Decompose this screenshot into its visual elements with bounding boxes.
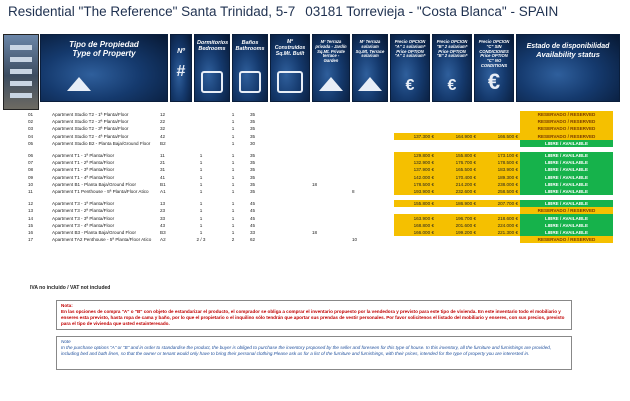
terrace-sqm bbox=[310, 133, 350, 140]
header-availability bbox=[516, 34, 620, 102]
unit-code: B2 bbox=[160, 140, 166, 146]
table-row bbox=[26, 166, 613, 173]
unit-number: 13 bbox=[28, 208, 34, 214]
unit-number: 16 bbox=[28, 229, 34, 235]
price-option-c: 166.500 € bbox=[478, 133, 520, 140]
bedrooms: 2 / 3 bbox=[196, 237, 206, 243]
availability-status: RESERVADO / RESERVED bbox=[520, 133, 613, 140]
sqm-built: 35 bbox=[250, 133, 256, 139]
terrace-icon bbox=[319, 77, 343, 91]
price-option-a bbox=[394, 118, 436, 125]
terrace-sqm bbox=[310, 140, 350, 147]
bedrooms bbox=[184, 125, 218, 132]
bedrooms bbox=[184, 140, 218, 147]
bedrooms: 1 bbox=[199, 215, 203, 221]
unit-number: 14 bbox=[28, 215, 34, 221]
price-option-c bbox=[478, 111, 520, 118]
solarium-sqm bbox=[350, 174, 394, 181]
table-row bbox=[26, 200, 613, 207]
header-label-en: Sq.Mt. Built bbox=[275, 50, 305, 57]
unit-code: 22 bbox=[160, 119, 166, 125]
bedrooms bbox=[184, 133, 218, 140]
title-address: Residential "The Reference" Santa Trinidad, 5-7 bbox=[8, 4, 296, 19]
availability-status: LIBRE / AVAILABLE bbox=[520, 166, 613, 173]
unit-code: A1 bbox=[160, 188, 166, 194]
price-option-a bbox=[394, 236, 436, 243]
header-label-en: Sq.Mt. Terrace solarium bbox=[355, 48, 385, 59]
price-option-c bbox=[478, 236, 520, 243]
availability-status: LIBRE / AVAILABLE bbox=[520, 152, 613, 159]
header-label-en: Sq.Mt. Private terrace - Garden bbox=[317, 48, 345, 64]
unit-description: Apartment T3 - 2ª Planta/Floor bbox=[52, 208, 115, 214]
euro-icon: € bbox=[487, 69, 501, 94]
terrace-sqm bbox=[310, 166, 350, 173]
header-label-en: Bedrooms bbox=[198, 46, 226, 53]
header-sqm-built bbox=[270, 34, 310, 102]
unit-description: Apartment Studio B2 - Planta Baja/Ground Floor bbox=[52, 140, 151, 146]
availability-status: RESERVADO / RESERVED bbox=[520, 118, 613, 125]
bathrooms: 1 bbox=[231, 174, 235, 180]
bathrooms: 1 bbox=[231, 126, 235, 132]
terrace-sqm bbox=[310, 152, 350, 159]
availability-status: LIBRE / AVAILABLE bbox=[520, 159, 613, 166]
unit-number: 02 bbox=[28, 119, 34, 125]
bathrooms: 1 bbox=[231, 215, 235, 221]
availability-status: RESERVADO / RESERVED bbox=[520, 236, 613, 243]
price-option-b: 155.800 € bbox=[436, 152, 478, 159]
terrace-sqm bbox=[310, 188, 350, 195]
table-row bbox=[26, 188, 613, 195]
price-option-c: 221.300 € bbox=[478, 229, 520, 236]
price-option-c: 238.000 € bbox=[478, 181, 520, 188]
availability-status: RESERVADO / RESERVED bbox=[520, 125, 613, 132]
floorplan-icon bbox=[277, 71, 303, 93]
unit-number: 17 bbox=[28, 237, 34, 243]
header-type-of-property bbox=[40, 34, 168, 102]
unit-description: Apartment Studio T2 - 2ª Planta/Floor bbox=[52, 119, 129, 125]
solarium-sqm bbox=[350, 125, 394, 132]
price-option-b bbox=[436, 118, 478, 125]
unit-code: 13 bbox=[160, 201, 166, 207]
header-label-es: Tipo de Propiedad bbox=[69, 40, 139, 49]
price-option-c bbox=[478, 118, 520, 125]
header-label-es: Estado de disponibilidad bbox=[526, 43, 610, 50]
price-option-a bbox=[394, 125, 436, 132]
availability-status: LIBRE / AVAILABLE bbox=[520, 174, 613, 181]
unit-code: 11 bbox=[160, 153, 165, 159]
unit-number: 03 bbox=[28, 126, 34, 132]
solarium-sqm bbox=[350, 152, 394, 159]
header-private-terrace bbox=[312, 34, 350, 102]
header-label-es: M² Terraza solarium bbox=[359, 39, 381, 49]
price-option-b: 164.900 € bbox=[436, 133, 478, 140]
terrace-sqm bbox=[310, 214, 350, 221]
terrace-sqm bbox=[310, 207, 350, 214]
unit-code: 33 bbox=[160, 215, 166, 221]
sqm-built: 45 bbox=[250, 215, 256, 221]
solarium-sqm bbox=[350, 166, 394, 173]
sqm-built: 62 bbox=[250, 237, 256, 243]
unit-description: Apartment T1 - 1ª Planta/Floor bbox=[52, 153, 115, 159]
bathrooms: 1 bbox=[231, 160, 235, 166]
bathrooms: 1 bbox=[231, 133, 235, 139]
table-row bbox=[26, 133, 613, 140]
price-option-b bbox=[436, 207, 478, 214]
availability-status: LIBRE / AVAILABLE bbox=[520, 214, 613, 221]
title-city: 03181 Torrevieja - "Costa Blanca" - SPAIN bbox=[305, 4, 559, 19]
unit-number: 01 bbox=[28, 112, 34, 118]
availability-status: RESERVADO / RESERVED bbox=[520, 111, 613, 118]
units-table bbox=[26, 111, 613, 243]
header-number bbox=[170, 34, 192, 102]
hash-icon: # bbox=[176, 63, 186, 80]
header-label-en: Availability status bbox=[536, 50, 600, 60]
solarium-sqm bbox=[350, 133, 394, 140]
sqm-built: 35 bbox=[250, 167, 256, 173]
price-option-a: 137.300 € bbox=[394, 133, 436, 140]
page-title bbox=[8, 4, 626, 19]
availability-status: LIBRE / AVAILABLE bbox=[520, 188, 613, 195]
price-option-c: 218.600 € bbox=[478, 214, 520, 221]
table-row bbox=[26, 118, 613, 125]
unit-number: 04 bbox=[28, 133, 34, 139]
availability-status: LIBRE / AVAILABLE bbox=[520, 200, 613, 207]
unit-number: 11 bbox=[28, 188, 33, 194]
sqm-built: 35 bbox=[250, 160, 256, 166]
sqm-built: 35 bbox=[250, 153, 256, 159]
terrace-sqm bbox=[310, 174, 350, 181]
bathrooms: 1 bbox=[231, 208, 235, 214]
price-option-c: 207.700 € bbox=[478, 200, 520, 207]
price-option-a: 193.900 € bbox=[394, 188, 436, 195]
price-option-b: 214.200 € bbox=[436, 181, 478, 188]
header-label-es: M² Construidos bbox=[274, 39, 306, 51]
bedrooms: 1 bbox=[199, 181, 203, 187]
table-row bbox=[26, 222, 613, 229]
bathrooms: 1 bbox=[231, 112, 235, 118]
price-option-a: 132.900 € bbox=[394, 159, 436, 166]
bedrooms: 1 bbox=[199, 229, 203, 235]
header-label-es: Dormitorios bbox=[197, 40, 229, 46]
price-option-b: 165.500 € bbox=[436, 166, 478, 173]
table-row bbox=[26, 207, 613, 214]
solarium-sqm bbox=[350, 214, 394, 221]
unit-description: Apartment TA2 Penthouse - 5ª Planta/Floor Atico bbox=[52, 237, 152, 243]
unit-code: 43 bbox=[160, 222, 166, 228]
solarium-sqm bbox=[350, 159, 394, 166]
terrace-sqm bbox=[310, 200, 350, 207]
terrace-sqm bbox=[310, 111, 350, 118]
header-price-option-b bbox=[432, 34, 472, 102]
unit-description: Apartment Studio T2 - 1ª Planta/Floor bbox=[52, 112, 129, 118]
terrace-sqm bbox=[310, 159, 350, 166]
bedrooms: 1 bbox=[199, 208, 203, 214]
note-english-body: In the purchase options "A" or "B" and in order to standardise the product, the buyer is obliged to purchase the inventory proposed by the seller and foreseen for this type of house. In this inventory, all the furniture and furnishings are provided, including bed and bath linen, so that the owner or tenant would only have to bring their personal clothing.Please ask us for a list of the furniture and furnishings, with their prices, intended for the type of property you are interested in. bbox=[61, 344, 552, 356]
note-spanish-heading: Nota: bbox=[61, 303, 73, 308]
terrace-sqm bbox=[310, 118, 350, 125]
sqm-built: 30 bbox=[250, 140, 256, 146]
unit-description: Apartment Studio T2 - 4ª Planta/Floor bbox=[52, 133, 129, 139]
euro-icon: € bbox=[405, 77, 415, 94]
solarium-sqm bbox=[350, 207, 394, 214]
price-option-a: 129.800 € bbox=[394, 152, 436, 159]
header-label-es: Baños bbox=[241, 40, 259, 46]
header-label-es: Precio OPCION "B" 2 solarium* bbox=[436, 39, 468, 49]
unit-code: B3 bbox=[160, 229, 166, 235]
availability-status: LIBRE / AVAILABLE bbox=[520, 181, 613, 188]
unit-code: A2 bbox=[160, 237, 166, 243]
solarium-sqm bbox=[350, 181, 394, 188]
price-option-c: 258.500 € bbox=[478, 188, 520, 195]
price-option-c: 178.500 € bbox=[478, 159, 520, 166]
header-label-en: Bathrooms bbox=[235, 46, 265, 53]
header-label-en: Price OPTION "C" NO CONDITIONS bbox=[480, 53, 508, 69]
table-row bbox=[26, 236, 613, 243]
price-option-b: 186.900 € bbox=[436, 200, 478, 207]
unit-code: 31 bbox=[160, 167, 166, 173]
price-option-b bbox=[436, 140, 478, 147]
price-option-a: 178.500 € bbox=[394, 181, 436, 188]
price-option-c: 183.900 € bbox=[478, 166, 520, 173]
bed-icon bbox=[201, 71, 223, 93]
bathrooms: 1 bbox=[231, 188, 235, 194]
terrace-sqm bbox=[310, 236, 350, 243]
solarium-sqm bbox=[350, 222, 394, 229]
table-row bbox=[26, 159, 613, 166]
table-row bbox=[26, 229, 613, 236]
price-option-c bbox=[478, 140, 520, 147]
price-option-b: 199.200 € bbox=[436, 229, 478, 236]
unit-code: 32 bbox=[160, 126, 166, 132]
availability-status: LIBRE / AVAILABLE bbox=[520, 140, 613, 147]
price-option-b: 170.400 € bbox=[436, 174, 478, 181]
table-row bbox=[26, 140, 613, 147]
unit-code: 21 bbox=[160, 160, 166, 166]
price-option-b: 201.600 € bbox=[436, 222, 478, 229]
terrace-sqm: 18 bbox=[312, 229, 318, 235]
note-english bbox=[56, 336, 572, 370]
vat-note: IVA no incluido / VAT not included bbox=[30, 285, 111, 291]
bathrooms: 1 bbox=[231, 201, 235, 207]
sqm-built: 45 bbox=[250, 208, 256, 214]
price-option-b bbox=[436, 236, 478, 243]
unit-number: 08 bbox=[28, 167, 34, 173]
bedrooms: 1 bbox=[199, 167, 203, 173]
table-row bbox=[26, 152, 613, 159]
unit-code: 41 bbox=[160, 174, 166, 180]
price-option-b: 176.700 € bbox=[436, 159, 478, 166]
unit-number: 10 bbox=[28, 181, 34, 187]
unit-description: Apartment B1 - Planta Baja/Ground Floor bbox=[52, 181, 137, 187]
building-photo bbox=[3, 34, 39, 110]
bedrooms bbox=[184, 118, 218, 125]
header-bedrooms bbox=[194, 34, 230, 102]
unit-description: Apartment T1 - 3ª Planta/Floor bbox=[52, 167, 115, 173]
price-option-c: 189.300 € bbox=[478, 174, 520, 181]
solarium-sqm: 8 bbox=[352, 188, 355, 194]
house-icon bbox=[67, 77, 91, 91]
header-label-es: Nº bbox=[177, 46, 185, 55]
price-option-b bbox=[436, 111, 478, 118]
euro-icon: € bbox=[447, 77, 457, 94]
price-option-b: 232.600 € bbox=[436, 188, 478, 195]
availability-status: RESERVADO / RESERVED bbox=[520, 207, 613, 214]
unit-number: 07 bbox=[28, 160, 34, 166]
bedrooms: 1 bbox=[199, 153, 203, 159]
header-solarium bbox=[352, 34, 388, 102]
price-option-c: 173.100 € bbox=[478, 152, 520, 159]
price-option-a bbox=[394, 207, 436, 214]
unit-code: 23 bbox=[160, 208, 166, 214]
solarium-sqm bbox=[350, 118, 394, 125]
bedrooms: 1 bbox=[199, 160, 203, 166]
bedrooms: 1 bbox=[199, 174, 203, 180]
unit-description: Apartment T3 - 1ª Planta/Floor bbox=[52, 201, 115, 207]
header-label-es: Precio OPCION "C" SIN CONDICIONES bbox=[478, 39, 510, 54]
unit-number: 05 bbox=[28, 140, 34, 146]
bathrooms: 1 bbox=[231, 222, 235, 228]
sqm-built: 35 bbox=[250, 119, 256, 125]
terrace-sqm: 18 bbox=[312, 181, 318, 187]
price-option-a: 166.000 € bbox=[394, 229, 436, 236]
sqm-built: 35 bbox=[250, 112, 256, 118]
bathrooms: 1 bbox=[231, 140, 235, 146]
note-english-heading: Note bbox=[61, 339, 71, 344]
availability-status: LIBRE / AVAILABLE bbox=[520, 222, 613, 229]
header-price-option-c bbox=[474, 34, 514, 102]
sqm-built: 45 bbox=[250, 222, 256, 228]
bathrooms: 1 bbox=[231, 119, 235, 125]
price-option-a bbox=[394, 111, 436, 118]
terrace-sqm bbox=[310, 125, 350, 132]
sqm-built: 35 bbox=[250, 126, 256, 132]
unit-description: Apartment B3 - Planta Baja/Ground Floor bbox=[52, 229, 137, 235]
solarium-icon bbox=[358, 77, 382, 91]
price-option-a: 155.800 € bbox=[394, 200, 436, 207]
price-option-a: 142.000 € bbox=[394, 174, 436, 181]
price-option-c bbox=[478, 207, 520, 214]
price-option-a bbox=[394, 140, 436, 147]
unit-description: Apartment T1 Penthouse - 5ª Planta/Floor Atico bbox=[52, 188, 149, 194]
availability-status: LIBRE / AVAILABLE bbox=[520, 229, 613, 236]
table-row bbox=[26, 181, 613, 188]
price-option-a: 137.900 € bbox=[394, 166, 436, 173]
bath-icon bbox=[239, 71, 261, 93]
table-row bbox=[26, 125, 613, 132]
solarium-sqm bbox=[350, 111, 394, 118]
bedrooms: 1 bbox=[199, 201, 203, 207]
header-label-en: Type of Property bbox=[72, 49, 136, 59]
header-label-es: M² Terraza privada - Jardín bbox=[315, 39, 347, 49]
bathrooms: 1 bbox=[231, 153, 235, 159]
sqm-built: 35 bbox=[250, 188, 256, 194]
unit-code: B1 bbox=[160, 181, 166, 187]
table-row bbox=[26, 214, 613, 221]
unit-number: 06 bbox=[28, 153, 34, 159]
unit-number: 12 bbox=[28, 201, 34, 207]
note-spanish bbox=[56, 300, 572, 330]
solarium-sqm bbox=[350, 229, 394, 236]
unit-description: Apartment T1 - 4ª Planta/Floor bbox=[52, 174, 115, 180]
sqm-built: 35 bbox=[250, 181, 256, 187]
bathrooms: 1 bbox=[231, 181, 235, 187]
header-bathrooms bbox=[232, 34, 268, 102]
unit-number: 09 bbox=[28, 174, 34, 180]
price-option-a: 163.900 € bbox=[394, 214, 436, 221]
table-row bbox=[26, 111, 613, 118]
solarium-sqm bbox=[350, 200, 394, 207]
unit-description: Apartment T1 - 2ª Planta/Floor bbox=[52, 160, 115, 166]
header-label-es: Precio OPCION "A" 1 solarium* bbox=[394, 39, 426, 49]
unit-code: 42 bbox=[160, 133, 166, 139]
sqm-built: 33 bbox=[250, 229, 256, 235]
header-price-option-a bbox=[390, 34, 430, 102]
unit-code: 12 bbox=[160, 112, 166, 118]
note-spanish-body: En las opciones de compra "A" o "B" con objeto de estandarizar el producto, el comprador se obliga a comprar el inventario propuesto por la vendedora y previsto para este tipo de vivienda. En este inventario todo el mobiliario y enseres esta previsto, hasta ropa de cama y baño, por lo que el propietario o el inquilino sólo tendrán que aportar sus prendas de vestir personales. Por favor solicitenos el listado del mobiliario y enseres, con sus precios, previsto para el tipo de vivienda que usted estainteresado. bbox=[61, 308, 565, 326]
price-option-b: 196.700 € bbox=[436, 214, 478, 221]
unit-description: Apartment Studio T2 - 3ª Planta/Floor bbox=[52, 126, 129, 132]
bathrooms: 1 bbox=[231, 167, 235, 173]
unit-description: Apartment T3 - 3ª Planta/Floor bbox=[52, 215, 115, 221]
bedrooms: 1 bbox=[199, 188, 203, 194]
bedrooms bbox=[184, 111, 218, 118]
terrace-sqm bbox=[310, 222, 350, 229]
bedrooms: 1 bbox=[199, 222, 203, 228]
price-option-c bbox=[478, 125, 520, 132]
solarium-sqm: 10 bbox=[352, 237, 358, 243]
table-row bbox=[26, 174, 613, 181]
price-option-c: 224.000 € bbox=[478, 222, 520, 229]
solarium-sqm bbox=[350, 140, 394, 147]
unit-number: 15 bbox=[28, 222, 34, 228]
price-option-a: 168.800 € bbox=[394, 222, 436, 229]
sqm-built: 35 bbox=[250, 174, 256, 180]
header-label-en: Price OPTION "A" 1 solarium* bbox=[394, 48, 426, 59]
sqm-built: 45 bbox=[250, 201, 256, 207]
price-option-b bbox=[436, 125, 478, 132]
bathrooms: 2 bbox=[231, 237, 235, 243]
header-label-en: Price OPTION "B" 2 solarium* bbox=[436, 48, 468, 59]
unit-description: Apartment T3 - 4ª Planta/Floor bbox=[52, 222, 115, 228]
bathrooms: 1 bbox=[231, 229, 235, 235]
